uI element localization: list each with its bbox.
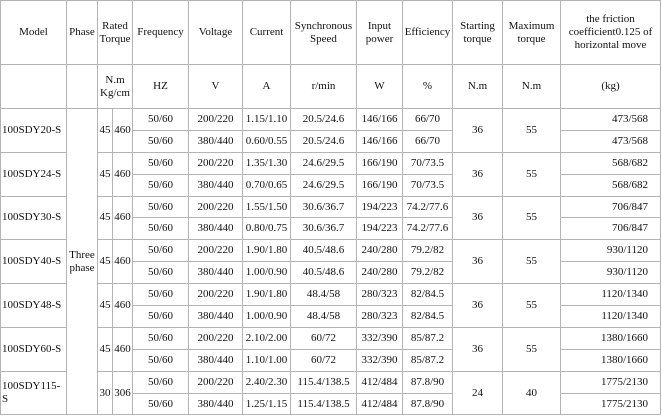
input-power-value: 240/280 bbox=[357, 240, 403, 262]
frequency-value: 50/60 bbox=[133, 284, 189, 306]
speed-value: 24.6/29.5 bbox=[291, 174, 357, 196]
rated-torque-nm: 45 bbox=[98, 109, 113, 153]
units-current: A bbox=[243, 65, 291, 109]
friction-value: 706/847 bbox=[561, 196, 661, 218]
speed-value: 30.6/36.7 bbox=[291, 218, 357, 240]
speed-value: 20.5/24.6 bbox=[291, 130, 357, 152]
starting-torque-value: 36 bbox=[453, 284, 503, 328]
rated-torque-kgcm: 460 bbox=[113, 284, 133, 328]
speed-value: 48.4/58 bbox=[291, 284, 357, 306]
max-torque-value: 55 bbox=[503, 152, 561, 196]
current-value: 1.90/1.80 bbox=[243, 240, 291, 262]
units-speed: r/min bbox=[291, 65, 357, 109]
frequency-value: 50/60 bbox=[133, 218, 189, 240]
input-power-value: 194/223 bbox=[357, 196, 403, 218]
input-power-value: 412/484 bbox=[357, 393, 403, 415]
rated-torque-kgcm: 460 bbox=[113, 196, 133, 240]
input-power-value: 280/323 bbox=[357, 306, 403, 328]
frequency-value: 50/60 bbox=[133, 109, 189, 131]
starting-torque-value: 36 bbox=[453, 327, 503, 371]
starting-torque-value: 36 bbox=[453, 240, 503, 284]
rated-torque-kgcm: 460 bbox=[113, 240, 133, 284]
current-value: 2.10/2.00 bbox=[243, 327, 291, 349]
friction-value: 568/682 bbox=[561, 152, 661, 174]
current-value: 0.80/0.75 bbox=[243, 218, 291, 240]
voltage-value: 380/440 bbox=[189, 393, 243, 415]
current-value: 1.90/1.80 bbox=[243, 284, 291, 306]
model-name: 100SDY40-S bbox=[1, 240, 67, 284]
rated-torque-nm: 45 bbox=[98, 284, 113, 328]
header-current: Current bbox=[243, 1, 291, 65]
friction-value: 1775/2130 bbox=[561, 371, 661, 393]
frequency-value: 50/60 bbox=[133, 240, 189, 262]
table-row bbox=[1, 284, 661, 306]
input-power-value: 332/390 bbox=[357, 349, 403, 371]
input-power-value: 332/390 bbox=[357, 327, 403, 349]
rated-torque-nm: 30 bbox=[98, 371, 113, 415]
units-max-torque: N.m bbox=[503, 65, 561, 109]
friction-value: 1120/1340 bbox=[561, 306, 661, 328]
efficiency-value: 74.2/77.6 bbox=[403, 218, 453, 240]
max-torque-value: 55 bbox=[503, 327, 561, 371]
voltage-value: 200/220 bbox=[189, 327, 243, 349]
frequency-value: 50/60 bbox=[133, 196, 189, 218]
friction-value: 1380/1660 bbox=[561, 349, 661, 371]
header-input-power: Input power bbox=[357, 1, 403, 65]
header-model: Model bbox=[1, 1, 67, 65]
frequency-value: 50/60 bbox=[133, 130, 189, 152]
frequency-value: 50/60 bbox=[133, 349, 189, 371]
starting-torque-value: 24 bbox=[453, 371, 503, 415]
max-torque-value: 55 bbox=[503, 109, 561, 153]
efficiency-value: 82/84.5 bbox=[403, 306, 453, 328]
units-friction: (kg) bbox=[561, 65, 661, 109]
friction-value: 930/1120 bbox=[561, 262, 661, 284]
frequency-value: 50/60 bbox=[133, 393, 189, 415]
friction-value: 1775/2130 bbox=[561, 393, 661, 415]
starting-torque-value: 36 bbox=[453, 152, 503, 196]
model-name: 100SDY48-S bbox=[1, 284, 67, 328]
units-model-blank bbox=[1, 65, 67, 109]
current-value: 1.25/1.15 bbox=[243, 393, 291, 415]
table-row bbox=[1, 371, 661, 393]
current-value: 0.70/0.65 bbox=[243, 174, 291, 196]
speed-value: 60/72 bbox=[291, 349, 357, 371]
friction-value: 473/568 bbox=[561, 109, 661, 131]
efficiency-value: 79.2/82 bbox=[403, 240, 453, 262]
units-power: W bbox=[357, 65, 403, 109]
table-row bbox=[1, 196, 661, 218]
efficiency-value: 85/87.2 bbox=[403, 349, 453, 371]
max-torque-value: 55 bbox=[503, 196, 561, 240]
input-power-value: 194/223 bbox=[357, 218, 403, 240]
current-value: 1.15/1.10 bbox=[243, 109, 291, 131]
voltage-value: 380/440 bbox=[189, 218, 243, 240]
model-name: 100SDY60-S bbox=[1, 327, 67, 371]
rated-torque-kgcm: 460 bbox=[113, 327, 133, 371]
speed-value: 20.5/24.6 bbox=[291, 109, 357, 131]
frequency-value: 50/60 bbox=[133, 306, 189, 328]
voltage-value: 380/440 bbox=[189, 174, 243, 196]
voltage-value: 200/220 bbox=[189, 240, 243, 262]
header-voltage: Voltage bbox=[189, 1, 243, 65]
input-power-value: 240/280 bbox=[357, 262, 403, 284]
units-row bbox=[1, 65, 661, 109]
max-torque-value: 40 bbox=[503, 371, 561, 415]
efficiency-value: 79.2/82 bbox=[403, 262, 453, 284]
current-value: 1.00/0.90 bbox=[243, 262, 291, 284]
rated-torque-nm: 45 bbox=[98, 152, 113, 196]
friction-value: 473/568 bbox=[561, 130, 661, 152]
voltage-value: 200/220 bbox=[189, 284, 243, 306]
frequency-value: 50/60 bbox=[133, 327, 189, 349]
voltage-value: 380/440 bbox=[189, 262, 243, 284]
header-sync-speed: Synchronous Speed bbox=[291, 1, 357, 65]
frequency-value: 50/60 bbox=[133, 152, 189, 174]
frequency-value: 50/60 bbox=[133, 262, 189, 284]
efficiency-value: 85/87.2 bbox=[403, 327, 453, 349]
speed-value: 40.5/48.6 bbox=[291, 262, 357, 284]
units-starting-torque: N.m bbox=[453, 65, 503, 109]
efficiency-value: 66/70 bbox=[403, 109, 453, 131]
max-torque-value: 55 bbox=[503, 284, 561, 328]
current-value: 1.55/1.50 bbox=[243, 196, 291, 218]
units-voltage: V bbox=[189, 65, 243, 109]
table-row bbox=[1, 327, 661, 349]
voltage-value: 380/440 bbox=[189, 130, 243, 152]
input-power-value: 146/166 bbox=[357, 130, 403, 152]
header-efficiency: Efficiency bbox=[403, 1, 453, 65]
frequency-value: 50/60 bbox=[133, 174, 189, 196]
voltage-value: 200/220 bbox=[189, 109, 243, 131]
rated-torque-kgcm: 460 bbox=[113, 109, 133, 153]
speed-value: 24.6/29.5 bbox=[291, 152, 357, 174]
units-torque: N.m Kg/cm bbox=[98, 65, 133, 109]
efficiency-value: 70/73.5 bbox=[403, 174, 453, 196]
table-body bbox=[1, 1, 661, 415]
rated-torque-kgcm: 460 bbox=[113, 152, 133, 196]
table-row bbox=[1, 152, 661, 174]
rated-torque-nm: 45 bbox=[98, 327, 113, 371]
efficiency-value: 82/84.5 bbox=[403, 284, 453, 306]
current-value: 2.40/2.30 bbox=[243, 371, 291, 393]
header-frequency: Frequency bbox=[133, 1, 189, 65]
header-phase: Phase bbox=[67, 1, 98, 65]
header-max-torque: Maximum torque bbox=[503, 1, 561, 65]
input-power-value: 280/323 bbox=[357, 284, 403, 306]
friction-value: 568/682 bbox=[561, 174, 661, 196]
model-name: 100SDY20-S bbox=[1, 109, 67, 153]
max-torque-value: 55 bbox=[503, 240, 561, 284]
rated-torque-nm: 45 bbox=[98, 196, 113, 240]
current-value: 1.35/1.30 bbox=[243, 152, 291, 174]
header-row bbox=[1, 1, 661, 65]
voltage-value: 200/220 bbox=[189, 152, 243, 174]
header-starting-torque: Starting torque bbox=[453, 1, 503, 65]
model-name: 100SDY115-S bbox=[1, 371, 67, 415]
table-row bbox=[1, 109, 661, 131]
current-value: 1.10/1.00 bbox=[243, 349, 291, 371]
efficiency-value: 66/70 bbox=[403, 130, 453, 152]
input-power-value: 166/190 bbox=[357, 174, 403, 196]
efficiency-value: 87.8/90 bbox=[403, 393, 453, 415]
input-power-value: 166/190 bbox=[357, 152, 403, 174]
current-value: 1.00/0.90 bbox=[243, 306, 291, 328]
frequency-value: 50/60 bbox=[133, 371, 189, 393]
efficiency-value: 70/73.5 bbox=[403, 152, 453, 174]
voltage-value: 380/440 bbox=[189, 349, 243, 371]
starting-torque-value: 36 bbox=[453, 109, 503, 153]
speed-value: 40.5/48.6 bbox=[291, 240, 357, 262]
friction-value: 706/847 bbox=[561, 218, 661, 240]
speed-value: 48.4/58 bbox=[291, 306, 357, 328]
units-frequency: HZ bbox=[133, 65, 189, 109]
input-power-value: 412/484 bbox=[357, 371, 403, 393]
model-name: 100SDY30-S bbox=[1, 196, 67, 240]
phase-value: Three phase bbox=[67, 109, 98, 415]
efficiency-value: 87.8/90 bbox=[403, 371, 453, 393]
voltage-value: 380/440 bbox=[189, 306, 243, 328]
friction-value: 1380/1660 bbox=[561, 327, 661, 349]
table-row bbox=[1, 240, 661, 262]
rated-torque-nm: 45 bbox=[98, 240, 113, 284]
starting-torque-value: 36 bbox=[453, 196, 503, 240]
speed-value: 115.4/138.5 bbox=[291, 393, 357, 415]
header-rated-torque: Rated Torque bbox=[98, 1, 133, 65]
speed-value: 60/72 bbox=[291, 327, 357, 349]
rated-torque-kgcm: 306 bbox=[113, 371, 133, 415]
speed-value: 115.4/138.5 bbox=[291, 371, 357, 393]
header-friction: the friction coefficient0.125 of horizontal move bbox=[561, 1, 661, 65]
friction-value: 1120/1340 bbox=[561, 284, 661, 306]
model-name: 100SDY24-S bbox=[1, 152, 67, 196]
units-phase-blank bbox=[67, 65, 98, 109]
voltage-value: 200/220 bbox=[189, 196, 243, 218]
voltage-value: 200/220 bbox=[189, 371, 243, 393]
efficiency-value: 74.2/77.6 bbox=[403, 196, 453, 218]
input-power-value: 146/166 bbox=[357, 109, 403, 131]
friction-value: 930/1120 bbox=[561, 240, 661, 262]
speed-value: 30.6/36.7 bbox=[291, 196, 357, 218]
units-efficiency: % bbox=[403, 65, 453, 109]
current-value: 0.60/0.55 bbox=[243, 130, 291, 152]
